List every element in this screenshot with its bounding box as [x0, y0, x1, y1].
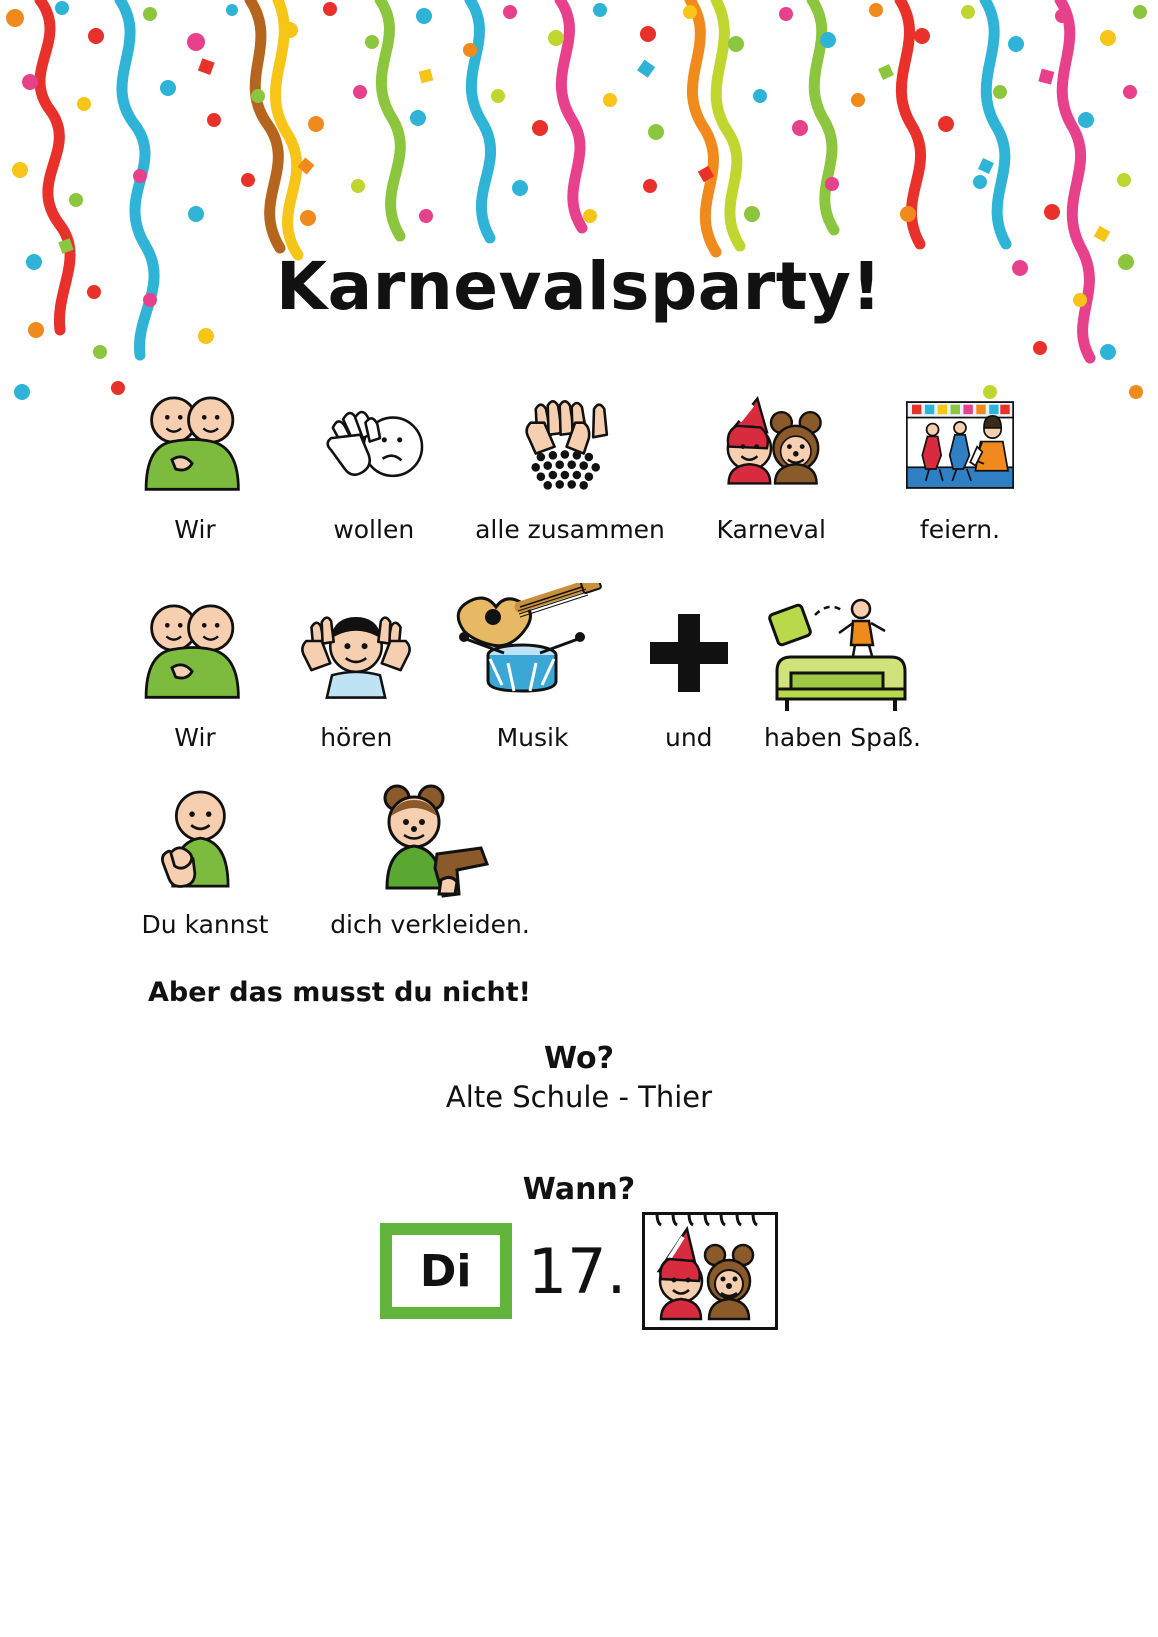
two-people-icon — [135, 385, 255, 505]
music-guitar-drum-icon — [448, 583, 618, 713]
sentence-row-3 — [130, 780, 550, 939]
where-value: Alte Schule - Thier — [445, 1080, 713, 1114]
pictogram-cell — [320, 780, 540, 939]
pictogram-label: Du kannst — [141, 910, 269, 939]
weekday-badge — [380, 1223, 512, 1319]
pictogram-cell — [443, 583, 623, 752]
pictogram-label: feiern. — [919, 515, 1001, 544]
want-hands-icon — [314, 385, 434, 505]
pictogram-cell — [130, 780, 280, 939]
pictogram-label: alle zusammen — [475, 515, 665, 544]
where-block — [0, 1041, 1158, 1114]
pictogram-cell — [691, 385, 851, 544]
pictogram-label: und — [664, 723, 713, 752]
pictogram-label: Karneval — [716, 515, 826, 544]
date-row — [0, 1212, 1158, 1330]
two-people-icon — [135, 593, 255, 713]
plus-sign-icon — [629, 593, 749, 713]
pictogram-cell — [475, 385, 665, 544]
pictogram-cell — [281, 593, 431, 752]
pictogram-label: haben Spaß. — [764, 723, 921, 752]
weekday-label: Di — [392, 1235, 500, 1307]
day-number: 17. — [527, 1234, 627, 1308]
carnival-costumes-icon — [711, 385, 831, 505]
page-title: Karnevalsparty! — [276, 248, 882, 325]
pictogram-label: hören — [320, 723, 393, 752]
when-label: Wann? — [522, 1172, 636, 1207]
pictogram-label: dich verkleiden. — [330, 910, 530, 939]
celebrate-party-icon — [900, 385, 1020, 505]
pictogram-label: wollen — [333, 515, 415, 544]
pictogram-cell — [120, 593, 270, 752]
fun-jumping-sofa-icon — [763, 593, 923, 713]
sentence-row-1 — [120, 385, 1040, 544]
you-can-person-icon — [145, 780, 265, 900]
when-block — [0, 1172, 1158, 1207]
note-text: Aber das musst du nicht! — [148, 977, 531, 1008]
pictogram-cell — [755, 593, 930, 752]
pictogram-cell — [120, 385, 270, 544]
carnival-calendar-icon — [642, 1212, 778, 1330]
pictogram-label: Wir — [174, 515, 216, 544]
confetti-svg — [0, 0, 1158, 400]
pictogram-label: Musik — [496, 723, 569, 752]
pictogram-cell — [880, 385, 1040, 544]
all-together-icon — [510, 385, 630, 505]
pictogram-label: Wir — [174, 723, 216, 752]
confetti-decoration — [0, 0, 1158, 400]
pictogram-cell — [299, 385, 449, 544]
dress-up-costume-icon — [355, 780, 505, 900]
pictogram-cell — [634, 593, 744, 752]
where-label: Wo? — [543, 1041, 615, 1076]
sentence-row-2 — [120, 583, 930, 752]
listen-ears-icon — [296, 593, 416, 713]
